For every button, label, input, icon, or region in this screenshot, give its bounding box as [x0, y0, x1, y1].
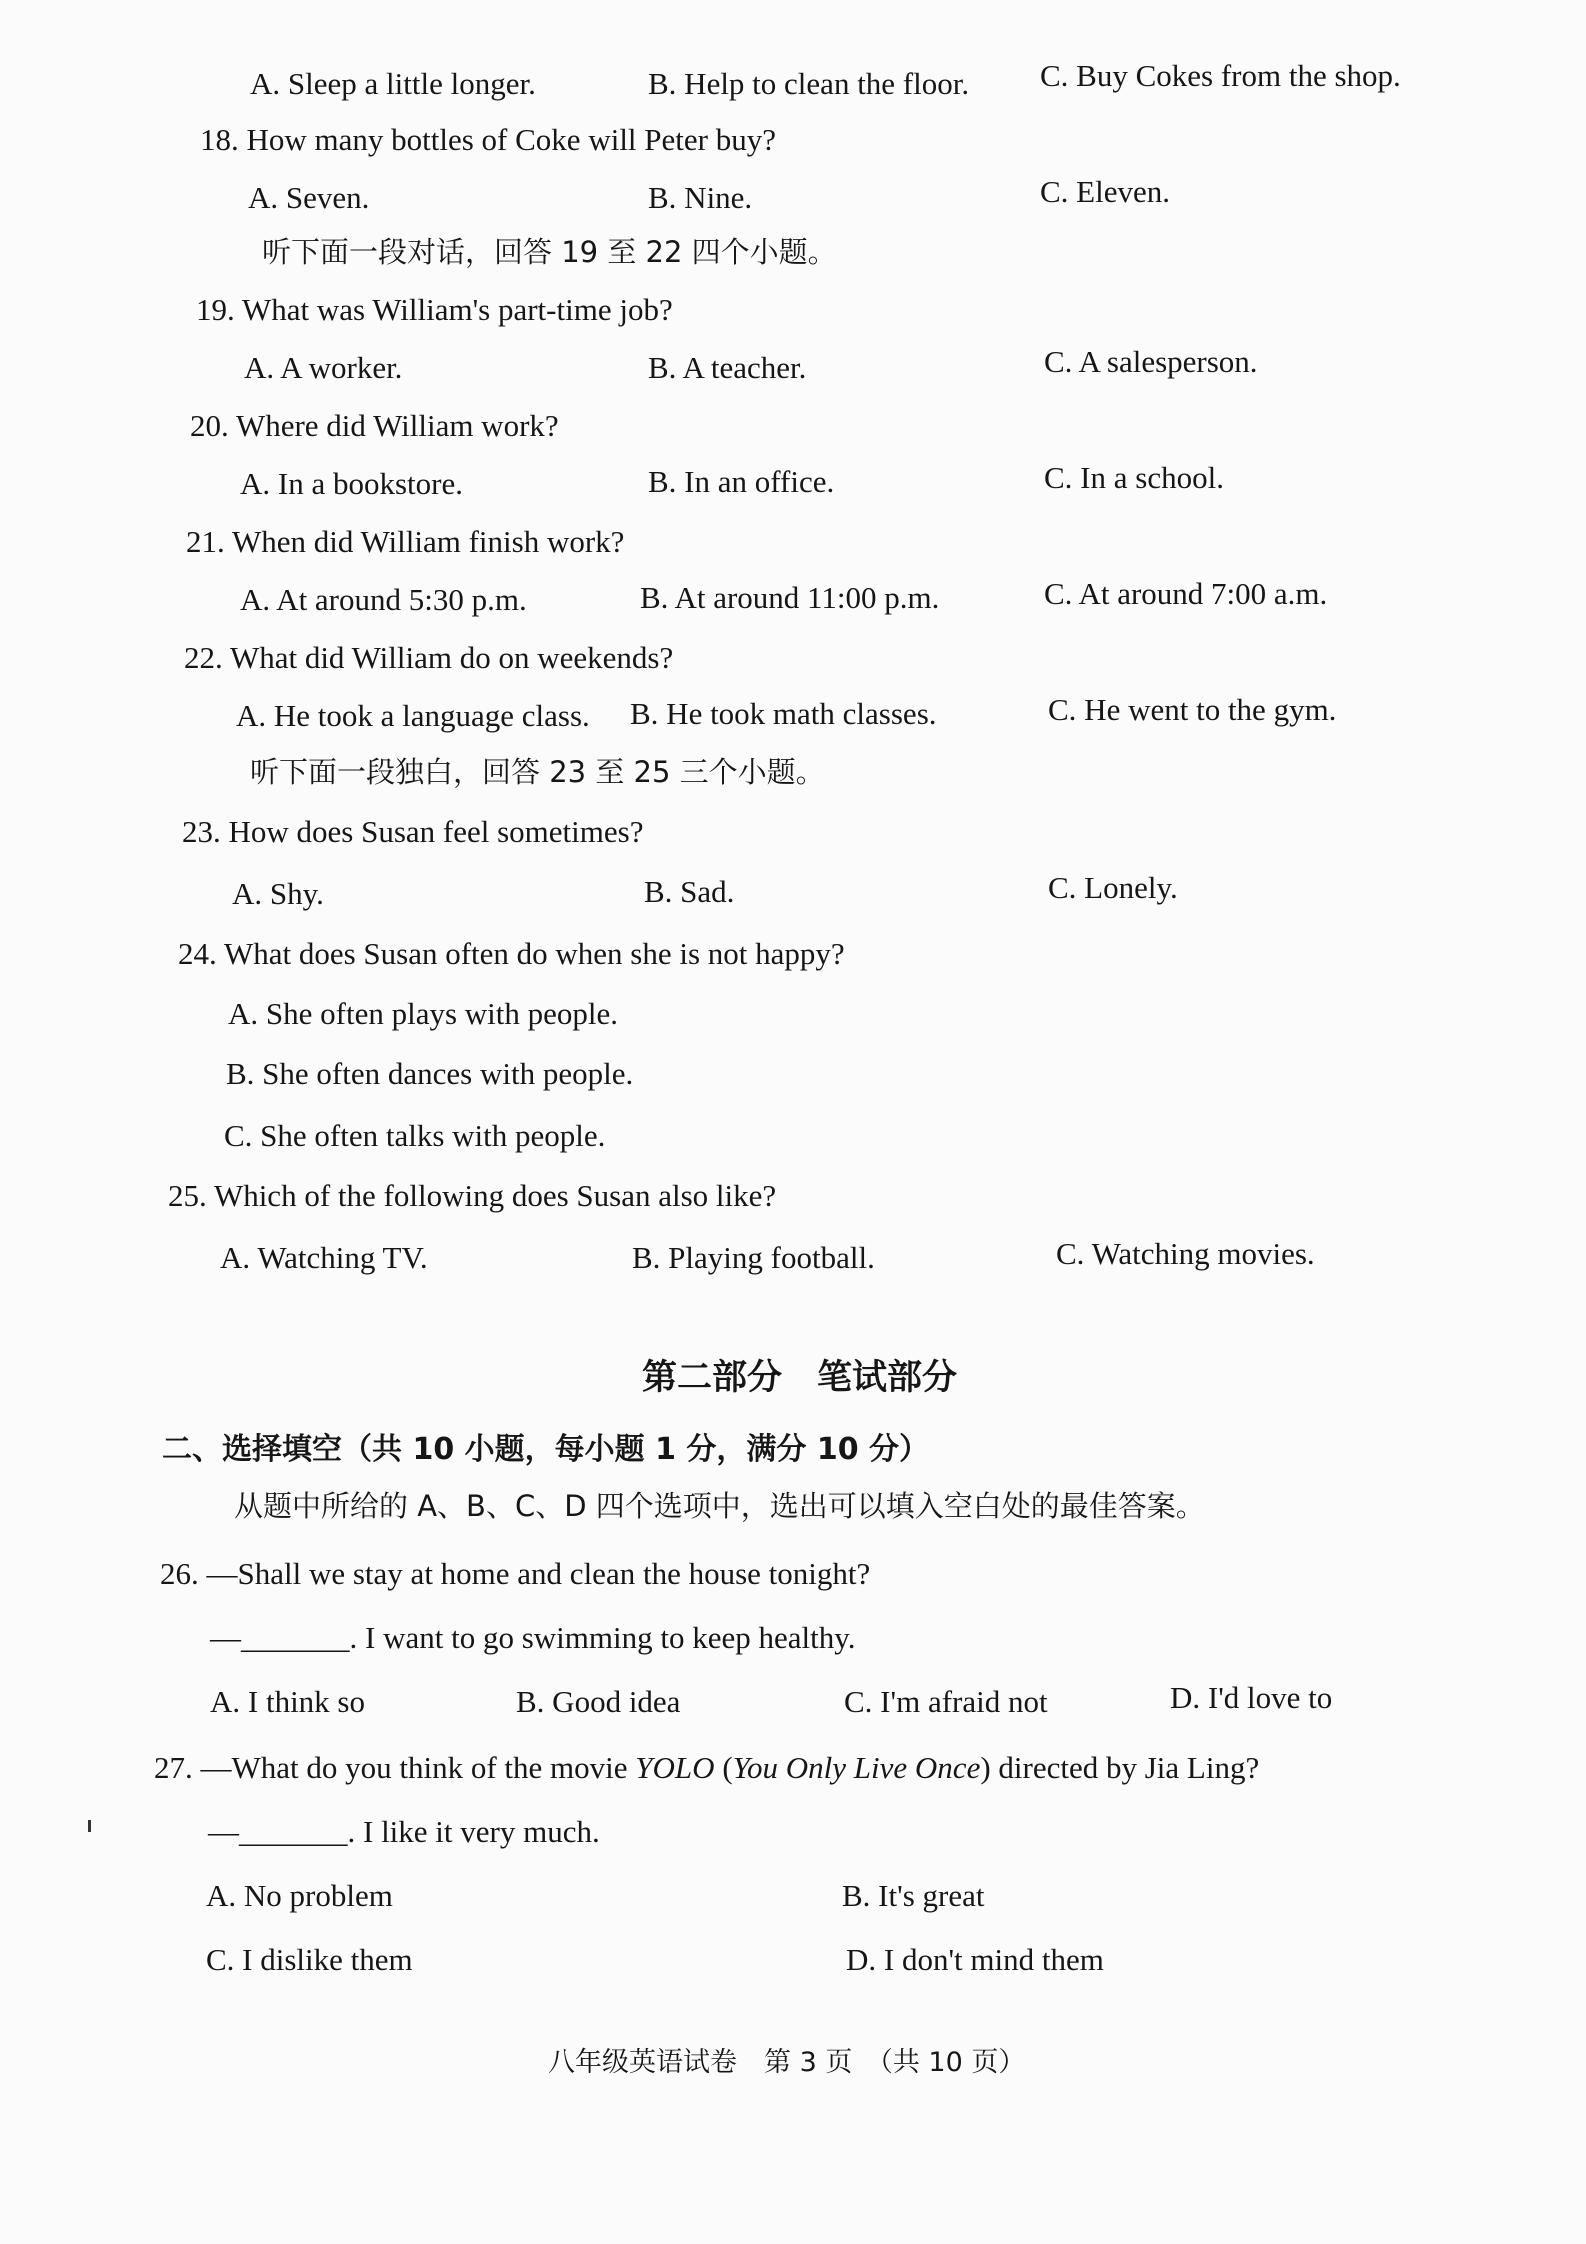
listening-instruction-2: 听下面一段独白，回答 23 至 25 三个小题。	[250, 755, 825, 789]
q23-stem: 23. How does Susan feel sometimes?	[182, 814, 644, 849]
section2-instruction: 从题中所给的 A、B、C、D 四个选项中，选出可以填入空白处的最佳答案。	[234, 1489, 1205, 1523]
section2-title: 二、选择填空（共 10 小题，每小题 1 分，满分 10 分）	[162, 1432, 930, 1467]
q27-stem-post: ) directed by Jia Ling?	[980, 1750, 1260, 1785]
q24-option-a: A. She often plays with people.	[228, 996, 619, 1031]
q27-option-d: D. I don't mind them	[846, 1942, 1104, 1977]
q22-stem: 22. What did William do on weekends?	[184, 640, 674, 675]
q24-option-b: B. She often dances with people.	[226, 1056, 634, 1091]
q19-option-c: C. A salesperson.	[1044, 344, 1258, 379]
q22-option-a: A. He took a language class.	[236, 698, 590, 733]
page-footer: 八年级英语试卷 第 3 页 （共 10 页）	[548, 2047, 1026, 2078]
q20-stem: 20. Where did William work?	[190, 408, 559, 443]
q20-option-c: C. In a school.	[1044, 460, 1224, 495]
q17-option-b: B. Help to clean the floor.	[648, 66, 970, 101]
q27-movie-title: YOLO	[635, 1750, 715, 1785]
q24-option-c: C. She often talks with people.	[224, 1118, 606, 1153]
q18-option-a: A. Seven.	[248, 180, 370, 215]
listening-instruction-1: 听下面一段对话，回答 19 至 22 四个小题。	[262, 235, 837, 269]
q26-option-b: B. Good idea	[516, 1684, 681, 1719]
q27-option-a: A. No problem	[206, 1878, 393, 1913]
q25-option-a: A. Watching TV.	[220, 1240, 428, 1275]
q23-option-b: B. Sad.	[644, 874, 735, 909]
q21-option-b: B. At around 11:00 p.m.	[640, 580, 940, 615]
q20-option-a: A. In a bookstore.	[240, 466, 463, 501]
q26-option-a: A. I think so	[210, 1684, 365, 1719]
q27-option-c: C. I dislike them	[206, 1942, 413, 1977]
q17-option-a: A. Sleep a little longer.	[250, 66, 536, 101]
part2-heading: 第二部分 笔试部分	[642, 1358, 958, 1398]
q22-option-b: B. He took math classes.	[630, 696, 937, 731]
q27-stem-pre: 27. —What do you think of the movie	[154, 1750, 636, 1785]
q26-option-c: C. I'm afraid not	[844, 1684, 1048, 1719]
q19-option-a: A. A worker.	[244, 350, 403, 385]
q25-option-c: C. Watching movies.	[1056, 1236, 1315, 1271]
q25-stem: 25. Which of the following does Susan also like?	[168, 1178, 777, 1213]
q26-option-d: D. I'd love to	[1170, 1680, 1333, 1715]
q17-option-c: C. Buy Cokes from the shop.	[1040, 58, 1401, 93]
q18-option-c: C. Eleven.	[1040, 174, 1170, 209]
q22-option-c: C. He went to the gym.	[1048, 692, 1337, 727]
q20-option-b: B. In an office.	[648, 464, 835, 499]
q21-option-a: A. At around 5:30 p.m.	[240, 582, 527, 617]
q24-stem: 24. What does Susan often do when she is not happy?	[178, 936, 845, 971]
q18-option-b: B. Nine.	[648, 180, 753, 215]
q25-option-b: B. Playing football.	[632, 1240, 875, 1275]
q27-option-b: B. It's great	[842, 1878, 985, 1913]
q21-stem: 21. When did William finish work?	[186, 524, 625, 559]
q27-reply: —_______. I like it very much.	[208, 1814, 600, 1849]
q18-stem: 18. How many bottles of Coke will Peter buy?	[200, 122, 776, 157]
q23-option-c: C. Lonely.	[1048, 870, 1178, 905]
q19-stem: 19. What was William's part-time job?	[196, 292, 673, 327]
q21-option-c: C. At around 7:00 a.m.	[1044, 576, 1328, 611]
q26-reply: —_______. I want to go swimming to keep healthy.	[210, 1620, 856, 1655]
q19-option-b: B. A teacher.	[648, 350, 807, 385]
margin-mark	[88, 1820, 91, 1832]
q27-movie-full-title: You Only Live Once	[732, 1750, 981, 1785]
q26-stem: 26. —Shall we stay at home and clean the house tonight?	[160, 1556, 871, 1591]
q27-stem	[154, 1748, 1259, 1788]
q27-paren-open: (	[714, 1750, 733, 1785]
q23-option-a: A. Shy.	[232, 876, 324, 911]
